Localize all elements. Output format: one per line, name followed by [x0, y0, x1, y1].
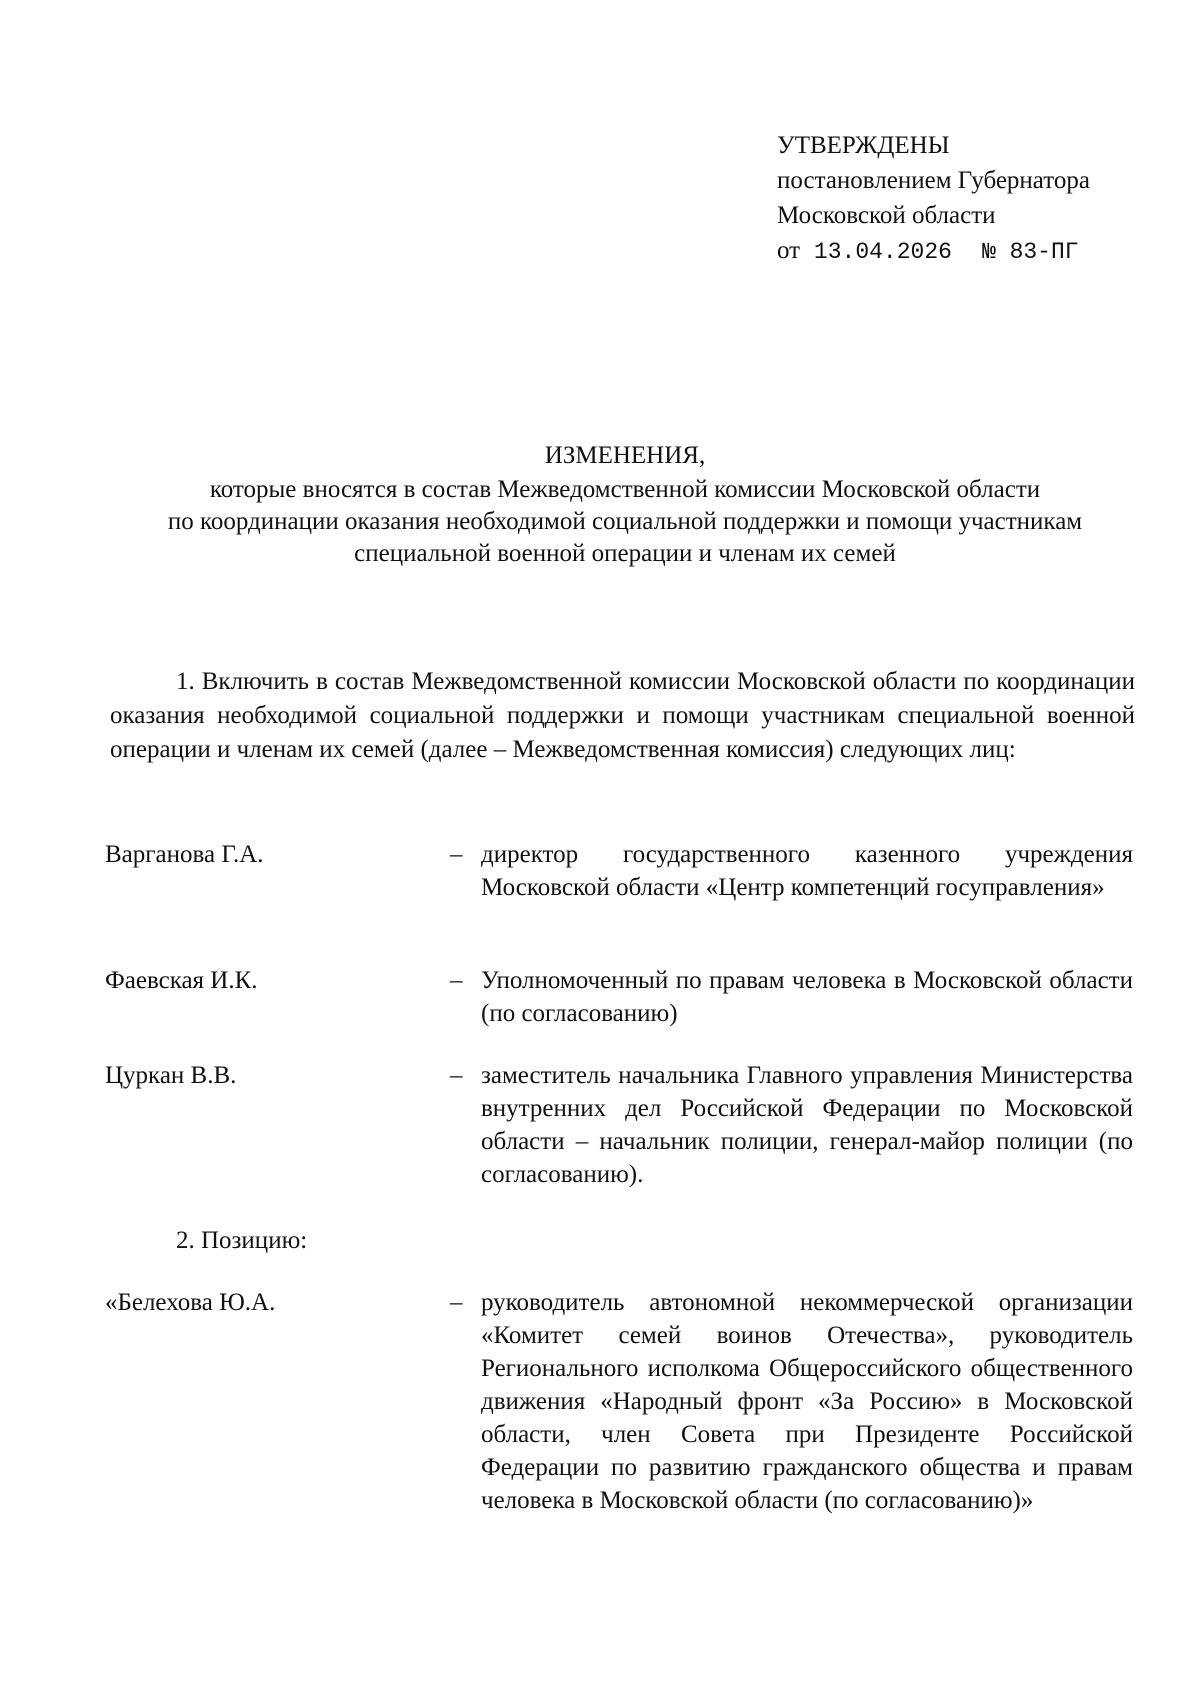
approval-stamp	[777, 128, 1090, 270]
approval-number-label: №	[981, 239, 996, 265]
document-heading	[100, 440, 1150, 570]
approval-date: 13.04.2026	[813, 239, 952, 265]
approval-line-1: постановлением Губернатора	[777, 167, 1090, 194]
document-title: ИЗМЕНЕНИЯ,	[544, 442, 706, 469]
person-dash: –	[450, 967, 463, 994]
document-subtitle-line-1: которые вносятся в состав Межведомственной комиссии Московской области	[209, 476, 1041, 503]
position-description: руководитель автономной некоммерческой организации «Комитет семей воинов Отечества», руководитель Регионального исполкома Общероссийского общественного движения «Народный фронт «За Россию» в Московской области, член Совета при Президенте Российской Федерации по развитию гражданского общества и правам человека в Московской области (по согласованию)»	[481, 1289, 1133, 1514]
approval-title: УТВЕРЖДЕНЫ	[777, 132, 950, 159]
item-1-paragraph: 1. Включить в состав Межведомственной комиссии Московской области по координации оказания необходимой социальной поддержки и помощи участникам специальной военной операции и членам их семей (далее – Межведомственная комиссия) следующих лиц:	[110, 668, 1135, 763]
person-description: Уполномоченный по правам человека в Московской области (по согласованию)	[481, 967, 1133, 1027]
item-2-paragraph: 2. Позицию:	[176, 1227, 308, 1254]
person-dash: –	[450, 841, 463, 868]
person-dash: –	[450, 1062, 463, 1089]
person-name: Варганова Г.А.	[105, 841, 264, 868]
document-subtitle-line-2: по координации оказания необходимой социальной поддержки и помощи участникам	[167, 508, 1083, 535]
document-subtitle-line-3: специальной военной операции и членам их семей	[354, 540, 896, 567]
person-name: Цуркан В.В.	[105, 1062, 237, 1089]
position-dash: –	[450, 1289, 463, 1316]
approval-date-line	[777, 233, 1090, 270]
person-name: Фаевская И.К.	[105, 967, 258, 994]
approval-line-2: Московской области	[777, 202, 996, 229]
position-name: «Белехова Ю.А.	[105, 1289, 276, 1316]
approval-date-prefix: от	[777, 237, 801, 264]
person-description: заместитель начальника Главного управления Министерства внутренних дел Российской Федерации по Московской области – начальник полиции, генерал-майор полиции (по согласованию).	[481, 1062, 1133, 1188]
person-description: директор государственного казенного учреждения Московской области «Центр компетенций госуправления»	[481, 841, 1133, 901]
approval-number: 83-ПГ	[1009, 239, 1079, 265]
